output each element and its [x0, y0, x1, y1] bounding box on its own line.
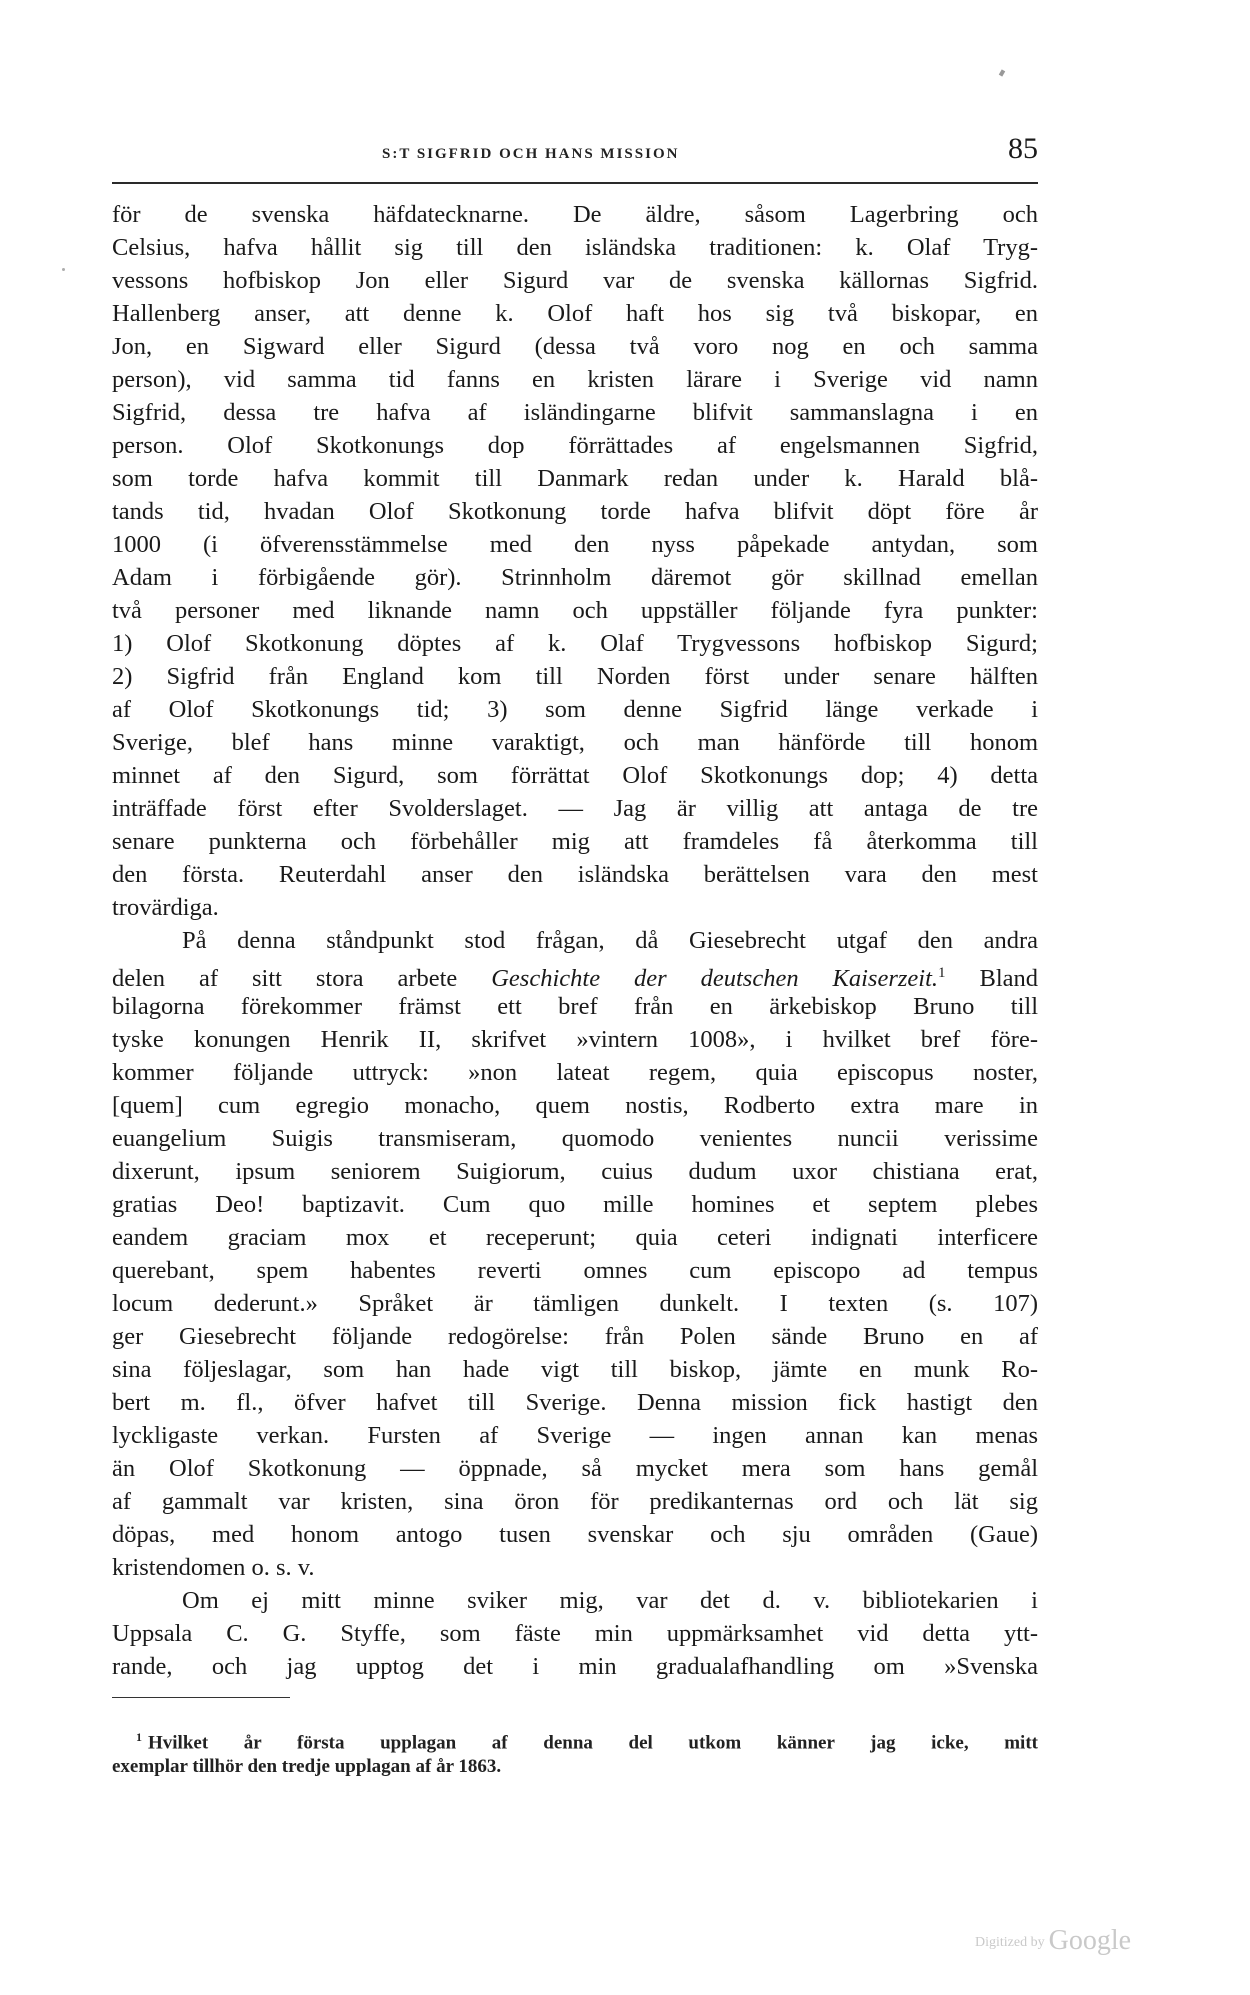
text-line: eandem graciam mox et receperunt; quia ceteri indignati interficere — [112, 1224, 1038, 1251]
body-text — [112, 198, 1038, 1683]
paragraph-first-line: Om ej mitt minne sviker mig, var det d. v. bibliotekarien i — [182, 1587, 1038, 1614]
paragraph-first-line: På denna ståndpunkt stod frågan, då Giesebrecht utgaf den andra — [182, 927, 1038, 954]
header-rule — [112, 182, 1038, 184]
book-title: Geschichte der deutschen Kaiserzeit. — [491, 965, 939, 990]
text-line: 1) Olof Skotkonung döptes af k. Olaf Trygvessons hofbiskop Sigurd; — [112, 630, 1038, 657]
text-line: gratias Deo! baptizavit. Cum quo mille homines et septem plebes — [112, 1191, 1038, 1218]
text-line: tands tid, hvadan Olof Skotkonung torde hafva blifvit döpt före år — [112, 498, 1038, 525]
text-line: euangelium Suigis transmiseram, quomodo venientes nuncii verissime — [112, 1125, 1038, 1152]
text-line: Jon, en Sigward eller Sigurd (dessa två voro nog en och samma — [112, 333, 1038, 360]
text-line: minnet af den Sigurd, som förrättat Olof Skotkonungs dop; 4) detta — [112, 762, 1038, 789]
text-line: bert m. fl., öfver hafvet till Sverige. Denna mission fick hastigt den — [112, 1389, 1038, 1416]
text-line: Sigfrid, dessa tre hafva af isländingarne blifvit sammanslagna i en — [112, 399, 1038, 426]
footnote-line: exemplar tillhör den tredje upplagan af år 1863. — [112, 1756, 502, 1777]
digitized-watermark — [975, 1925, 1131, 1957]
text-line: Uppsala C. G. Styffe, som fäste min uppmärksamhet vid detta ytt- — [112, 1620, 1038, 1647]
text-line: 2) Sigfrid från England kom till Norden först under senare hälften — [112, 663, 1038, 690]
text-line: locum dederunt.» Språket är tämligen dunkelt. I texten (s. 107) — [112, 1290, 1038, 1317]
text-line: den första. Reuterdahl anser den isländska berättelsen vara den mest — [112, 861, 1038, 888]
text-line: querebant, spem habentes reverti omnes cum episcopo ad tempus — [112, 1257, 1038, 1284]
text-line: kommer följande uttryck: »non lateat regem, quia episcopus noster, — [112, 1059, 1038, 1086]
text-line: bilagorna förekommer främst ett bref från en ärkebiskop Bruno till — [112, 993, 1038, 1020]
text-line: af Olof Skotkonungs tid; 3) som denne Sigfrid länge verkade i — [112, 696, 1038, 723]
text-line: Hallenberg anser, att denne k. Olof haft hos sig två biskopar, en — [112, 300, 1038, 327]
footnote-rule — [112, 1697, 290, 1698]
text-line: två personer med liknande namn och uppställer följande fyra punkter: — [112, 597, 1038, 624]
text-line: lyckligaste verkan. Fursten af Sverige — ingen annan kan menas — [112, 1422, 1038, 1449]
text-line: vessons hofbiskop Jon eller Sigurd var de svenska källornas Sigfrid. — [112, 267, 1038, 294]
text-line: Adam i förbigående gör). Strinnholm däremot gör skillnad emellan — [112, 564, 1038, 591]
text-line: Sverige, blef hans minne varaktigt, och man hänförde till honom — [112, 729, 1038, 756]
text-line: rande, och jag upptog det i min gradualafhandling om »Svenska — [112, 1653, 1038, 1680]
text-line: inträffade först efter Svolderslaget. — Jag är villig att antaga de tre — [112, 795, 1038, 822]
text-line: trovärdiga. — [112, 894, 219, 921]
footnote-line — [112, 1722, 1038, 1752]
footnote-mark: 1 — [136, 1730, 142, 1744]
text-line: af gammalt var kristen, sina öron för predikanternas ord och lät sig — [112, 1488, 1038, 1515]
text-line-with-citation — [112, 957, 1038, 990]
watermark-logo: Google — [1048, 1925, 1132, 1956]
text-line: dixerunt, ipsum seniorem Suigiorum, cuius dudum uxor chistiana erat, — [112, 1158, 1038, 1185]
text-fragment: Bland — [945, 965, 1038, 990]
text-line: döpas, med honom antogo tusen svenskar och sju områden (Gaue) — [112, 1521, 1038, 1548]
text-line: [quem] cum egregio monacho, quem nostis, Rodberto extra mare in — [112, 1092, 1038, 1119]
text-line: sina följeslagar, som han hade vigt till biskop, jämte en munk Ro- — [112, 1356, 1038, 1383]
text-line: som torde hafva kommit till Danmark redan under k. Harald blå- — [112, 465, 1038, 492]
text-line: senare punkterna och förbehåller mig att framdeles få återkomma till — [112, 828, 1038, 855]
text-line: 1000 (i öfverensstämmelse med den nyss påpekade antydan, som — [112, 531, 1038, 558]
footnote-reference: 1 — [938, 965, 946, 981]
running-title: S:T SIGFRID OCH HANS MISSION — [382, 146, 680, 162]
text-line: än Olof Skotkonung — öppnade, så mycket mera som hans gemål — [112, 1455, 1038, 1482]
page-header — [112, 132, 1038, 172]
text-line: person), vid samma tid fanns en kristen lärare i Sverige vid namn — [112, 366, 1038, 393]
text-line: kristendomen o. s. v. — [112, 1554, 315, 1581]
text-line: tyske konungen Henrik II, skrifvet »vintern 1008», i hvilket bref före- — [112, 1026, 1038, 1053]
margin-speck — [62, 268, 65, 271]
page-number: 85 — [1008, 132, 1038, 165]
text-line: person. Olof Skotkonungs dop förrättades af engelsmannen Sigfrid, — [112, 432, 1038, 459]
text-fragment: delen af sitt stora arbete — [112, 965, 492, 990]
footnotes — [112, 1722, 1038, 1782]
footnote-text: Hvilket år första upplagan af denna del utkom känner jag icke, mitt — [148, 1732, 1038, 1754]
text-line: Celsius, hafva hållit sig till den isländska traditionen: k. Olaf Tryg- — [112, 234, 1038, 261]
text-line: för de svenska häfdatecknarne. De äldre, såsom Lagerbring och — [112, 201, 1038, 228]
text-line: ger Giesebrecht följande redogörelse: från Polen sände Bruno en af — [112, 1323, 1038, 1350]
print-speck — [999, 69, 1005, 76]
watermark-prefix: Digitized by — [975, 1934, 1045, 1950]
